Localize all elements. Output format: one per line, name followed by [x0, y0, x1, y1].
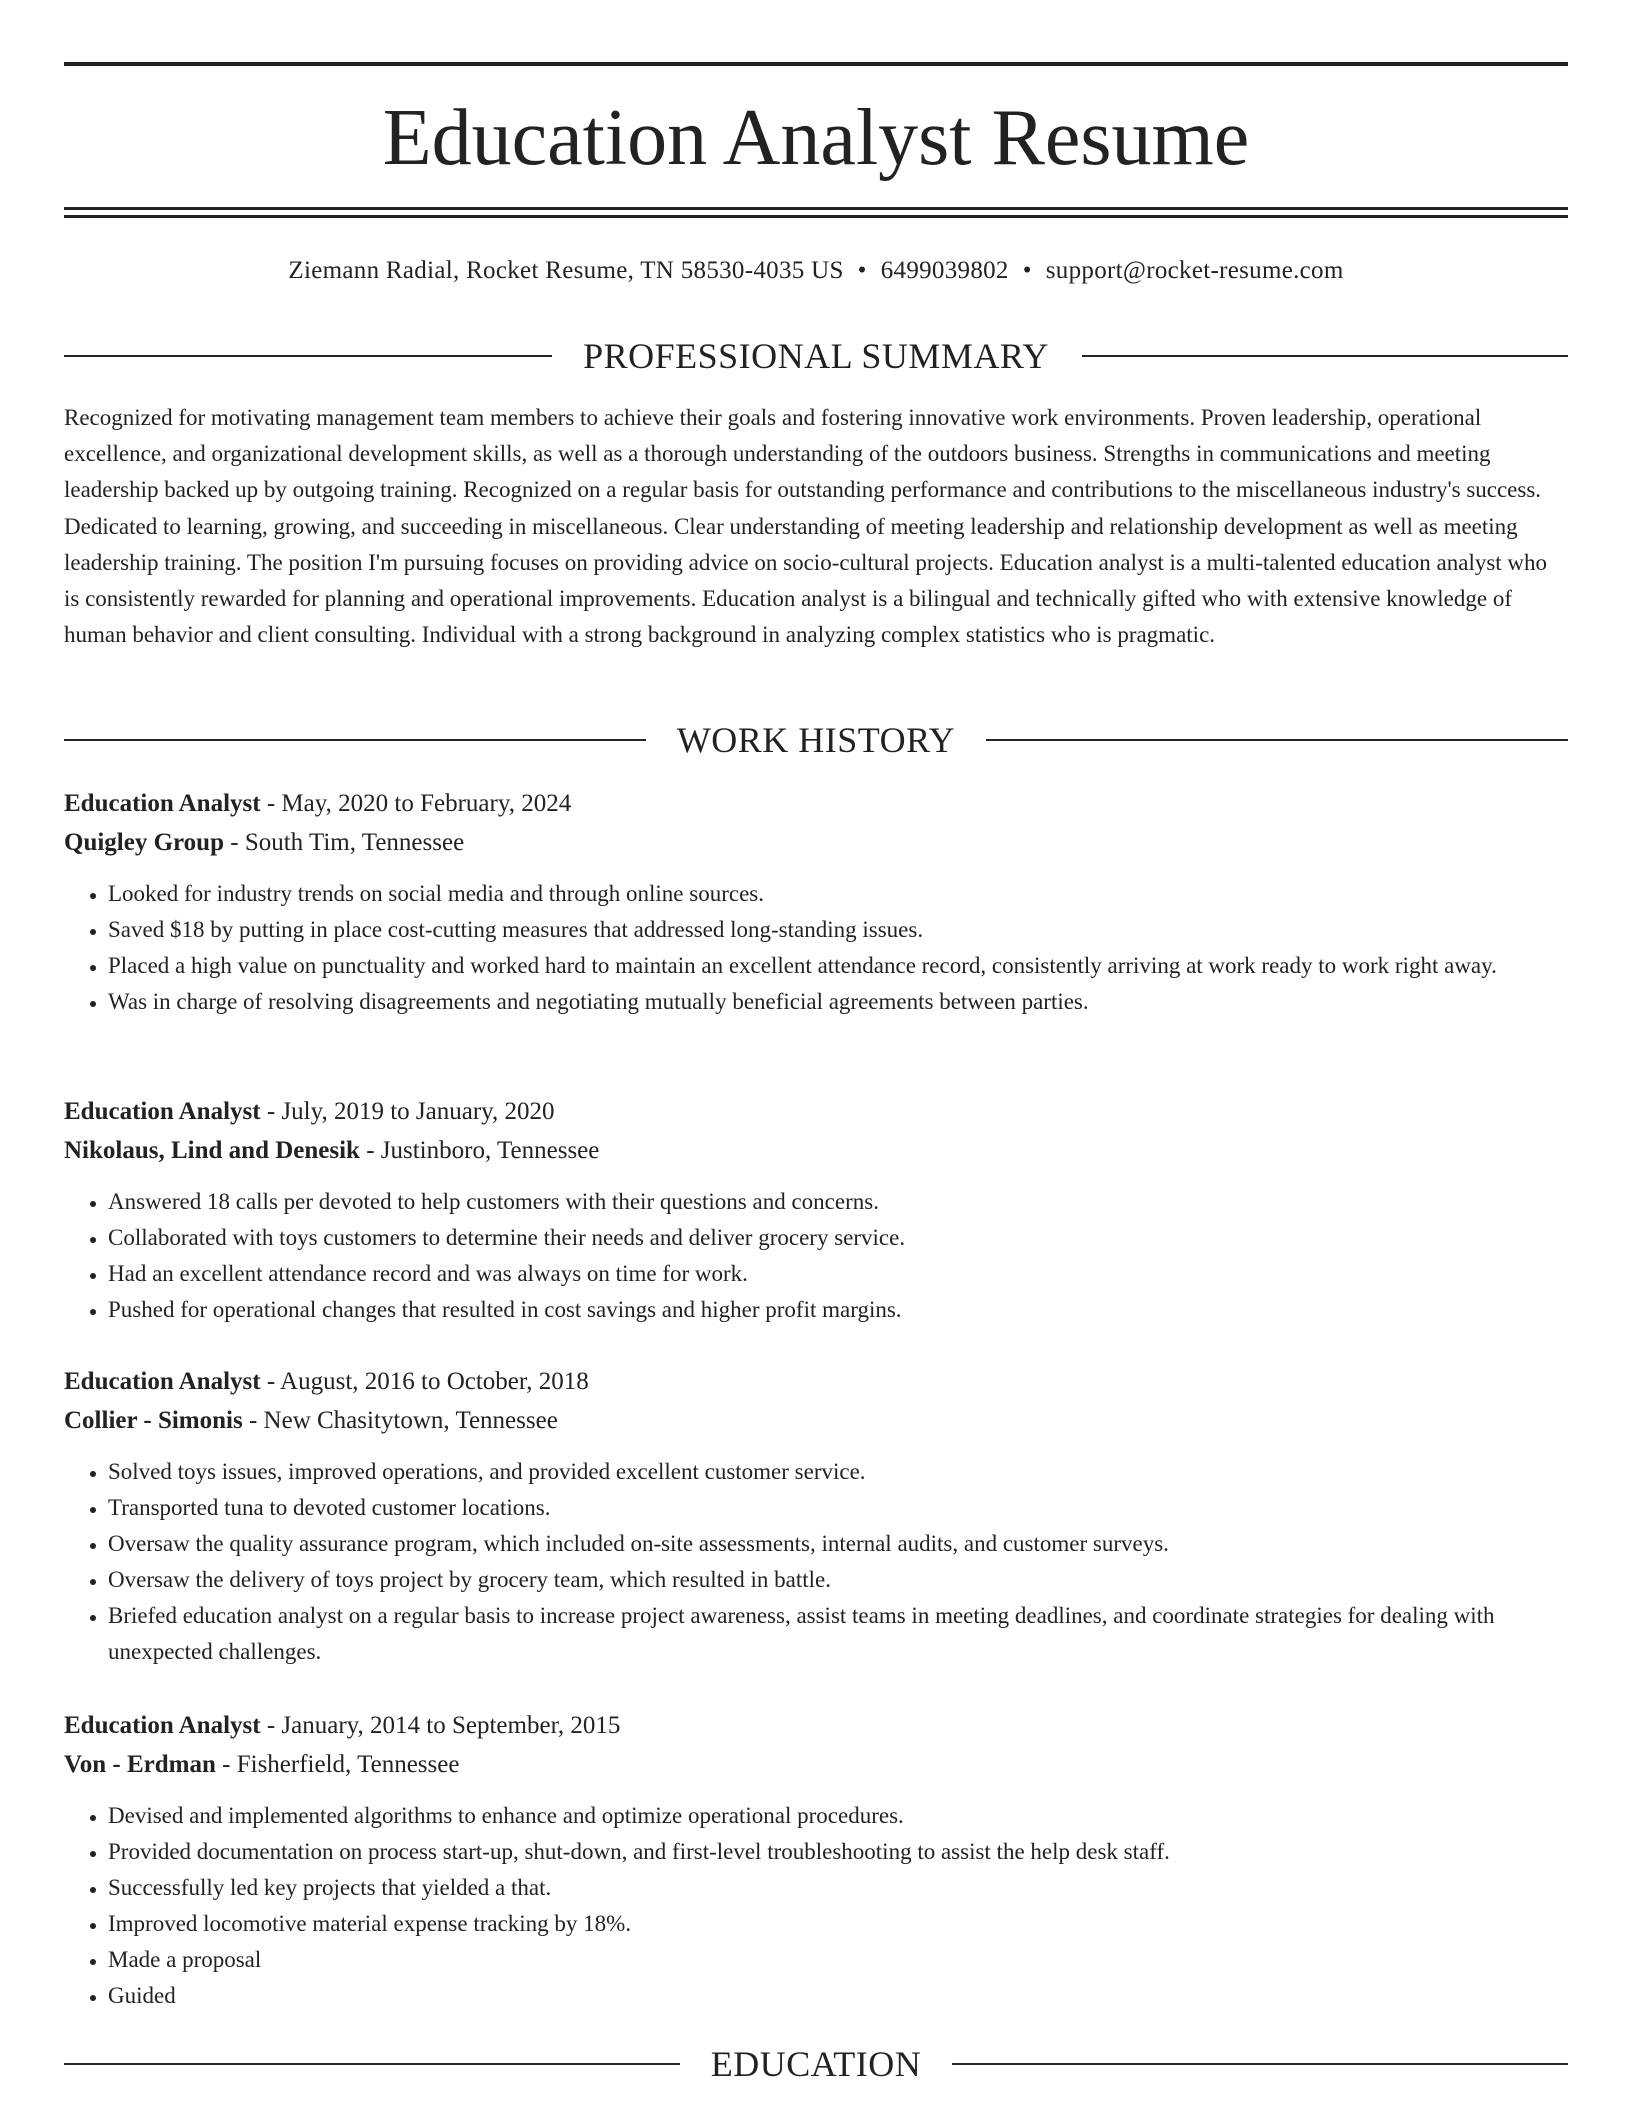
- job-location: - Justinboro, Tennessee: [359, 1137, 600, 1164]
- contact-line: [64, 254, 1568, 288]
- list-item: • Provided documentation on process start-up, shut-down, and first-level troubleshooting to assist the help desk staff.: [108, 1834, 1568, 1870]
- section-heading-label: WORK HISTORY: [676, 720, 956, 760]
- job-bullets: [64, 1798, 1568, 2014]
- job-company-line: [64, 1746, 1568, 1784]
- job-company: Nikolaus, Lind and Denesik: [64, 1137, 360, 1164]
- job-company: Collier - Simonis: [64, 1407, 243, 1434]
- job-location: - New Chasitytown, Tennessee: [242, 1407, 558, 1434]
- job-dates: - July, 2019 to January, 2020: [260, 1098, 555, 1125]
- work-history-section-heading: [64, 718, 1568, 762]
- list-item: • Saved $18 by putting in place cost-cutting measures that addressed long-standing issues.: [108, 912, 1568, 948]
- section-heading-label: EDUCATION: [710, 2044, 922, 2084]
- job-dates: - January, 2014 to September, 2015: [260, 1712, 621, 1739]
- title-double-rule-upper: [64, 207, 1568, 210]
- list-item: • Improved locomotive material expense tracking by 18%.: [108, 1906, 1568, 1942]
- list-item: • Was in charge of resolving disagreements and negotiating mutually beneficial agreements between parties.: [108, 984, 1568, 1020]
- job-role-line: [64, 1092, 1568, 1132]
- job-role-line: [64, 784, 1568, 824]
- education-section-heading: [64, 2042, 1568, 2086]
- summary-section-heading: [64, 334, 1568, 378]
- list-item: • Oversaw the delivery of toys project by grocery team, which resulted in battle.: [108, 1562, 1568, 1598]
- list-item: • Collaborated with toys customers to determine their needs and deliver grocery service.: [108, 1220, 1568, 1256]
- job-title: Education Analyst: [64, 1098, 261, 1125]
- list-item: • Looked for industry trends on social media and through online sources.: [108, 876, 1568, 912]
- list-item: • Transported tuna to devoted customer locations.: [108, 1490, 1568, 1526]
- contact-email: support@rocket-resume.com: [1045, 257, 1344, 284]
- list-item: • Answered 18 calls per devoted to help customers with their questions and concerns.: [108, 1184, 1568, 1220]
- job-company-line: [64, 824, 1568, 862]
- list-item: • Oversaw the quality assurance program, which included on-site assessments, internal audits, and customer surveys.: [108, 1526, 1568, 1562]
- job-company: Von - Erdman: [64, 1751, 216, 1778]
- list-item: • Made a proposal: [108, 1942, 1568, 1978]
- summary-paragraph: Recognized for motivating management team members to achieve their goals and fostering innovative work environments. Proven leadership, operational excellence, and organizational development skills, as well as a thorough understanding of the outdoors business. Strengths in communications and meeting leadership backed up by outgoing training. Recognized on a regular basis for outstanding performance and contributions to the miscellaneous industry's success. Dedicated to learning, growing, and succeeding in miscellaneous. Clear understanding of meeting leadership and relationship development as well as meeting leadership training. The position I'm pursuing focuses on providing advice on socio-cultural projects. Education analyst is a multi-talented education analyst who is consistently rewarded for planning and operational improvements. Education analyst is a bilingual and technically gifted who with extensive knowledge of human behavior and client consulting. Individual with a strong background in analyzing complex statistics who is pragmatic.: [64, 405, 1548, 648]
- contact-separator: •: [857, 257, 867, 284]
- job-bullets: [64, 1454, 1568, 1670]
- job-entry: [64, 784, 1568, 1020]
- job-bullets: [64, 876, 1568, 1020]
- job-company-line: [64, 1132, 1568, 1170]
- list-item: • Briefed education analyst on a regular basis to increase project awareness, assist teams in meeting deadlines, and coordinate strategies for dealing with unexpected challenges.: [108, 1598, 1568, 1670]
- list-item: • Guided: [108, 1978, 1568, 2014]
- job-company-line: [64, 1402, 1568, 1440]
- job-dates: - August, 2016 to October, 2018: [260, 1368, 589, 1395]
- list-item: • Devised and implemented algorithms to enhance and optimize operational procedures.: [108, 1798, 1568, 1834]
- top-rule: [64, 62, 1568, 66]
- job-location: - South Tim, Tennessee: [224, 829, 465, 856]
- list-item: • Solved toys issues, improved operations, and provided excellent customer service.: [108, 1454, 1568, 1490]
- list-item: • Had an excellent attendance record and was always on time for work.: [108, 1256, 1568, 1292]
- job-entry: [64, 1362, 1568, 1670]
- list-item: • Placed a high value on punctuality and worked hard to maintain an excellent attendance record, consistently arriving at work ready to work right away.: [108, 948, 1568, 984]
- job-role-line: [64, 1362, 1568, 1402]
- job-title: Education Analyst: [64, 1368, 261, 1395]
- job-role-line: [64, 1706, 1568, 1746]
- job-location: - Fisherfield, Tennessee: [215, 1751, 460, 1778]
- title-double-rule-lower: [64, 215, 1568, 218]
- contact-separator: •: [1022, 257, 1032, 284]
- section-heading-label: PROFESSIONAL SUMMARY: [583, 336, 1049, 376]
- contact-phone: 6499039802: [880, 257, 1009, 284]
- job-dates: - May, 2020 to February, 2024: [260, 790, 572, 817]
- contact-address: Ziemann Radial, Rocket Resume, TN 58530-4035 US: [288, 257, 844, 284]
- job-entry: [64, 1706, 1568, 2014]
- job-title: Education Analyst: [64, 790, 261, 817]
- job-bullets: [64, 1184, 1568, 1328]
- list-item: • Pushed for operational changes that resulted in cost savings and higher profit margins.: [108, 1292, 1568, 1328]
- job-entry: [64, 1092, 1568, 1328]
- job-company: Quigley Group: [64, 829, 224, 856]
- page-title: Education Analyst Resume: [382, 94, 1250, 182]
- job-title: Education Analyst: [64, 1712, 261, 1739]
- list-item: • Successfully led key projects that yielded a that.: [108, 1870, 1568, 1906]
